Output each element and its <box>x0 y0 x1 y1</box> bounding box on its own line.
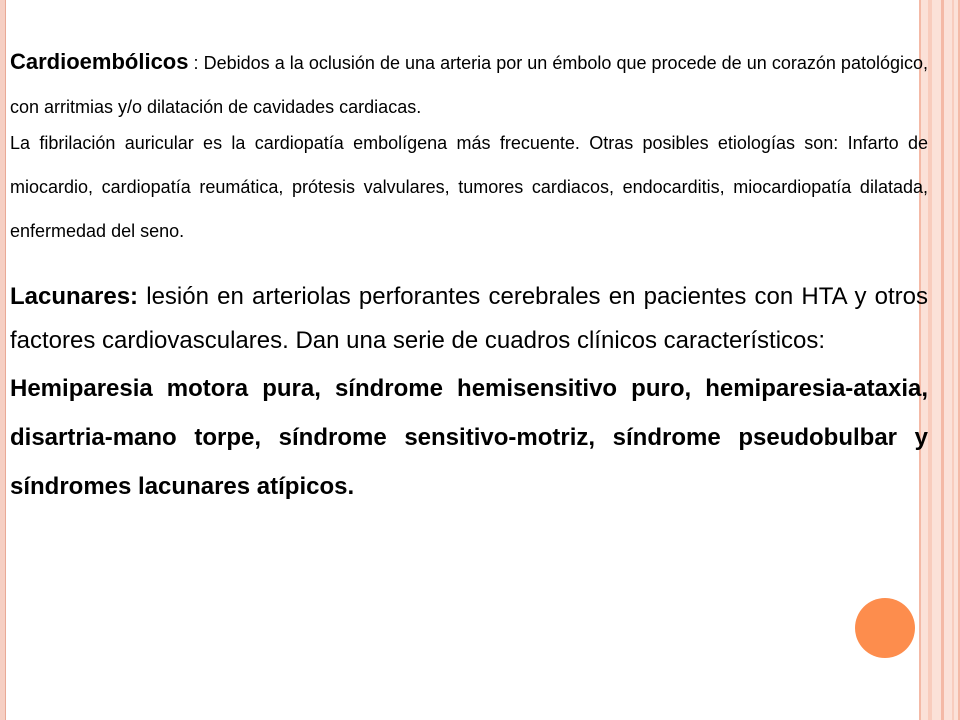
border-stripe <box>952 0 954 720</box>
lacunares-paragraph <box>10 275 928 363</box>
cardioembolicos-paragraph <box>10 40 928 129</box>
cardioembolicos-text: : Debidos a la oclusión de una arteria por un émbolo que procede de un corazón patológico, con arritmias y/o dilatación de cavidades cardiacas. <box>10 53 928 117</box>
border-stripe <box>941 0 944 720</box>
fibrilacion-paragraph: La fibrilación auricular es la cardiopatía embolígena más frecuente. Otras posibles etiologías son: Infarto de miocardio, cardiopatía reumática, prótesis valvulares, tumores cardiacos, endocarditis, miocardiopatía dilatada, enfermedad del seno. <box>10 133 928 241</box>
lacunares-heading: Lacunares: <box>10 283 139 310</box>
sindromes-paragraph: Hemiparesia motora pura, síndrome hemisensitivo puro, hemiparesia-ataxia, disartria-mano torpe, síndrome sensitivo-motriz, síndrome pseudobulbar y síndromes lacunares atípicos. <box>10 375 928 500</box>
left-border-decoration <box>0 0 6 720</box>
orange-circle-decoration <box>855 598 915 658</box>
slide-content <box>10 40 928 511</box>
lacunares-text: lesión en arteriolas perforantes cerebrales en pacientes con HTA y otros factores cardiovasculares. Dan una serie de cuadros clínicos característicos: <box>10 283 928 354</box>
cardioembolicos-heading: Cardioembólicos <box>10 49 189 74</box>
border-stripe <box>928 0 932 720</box>
